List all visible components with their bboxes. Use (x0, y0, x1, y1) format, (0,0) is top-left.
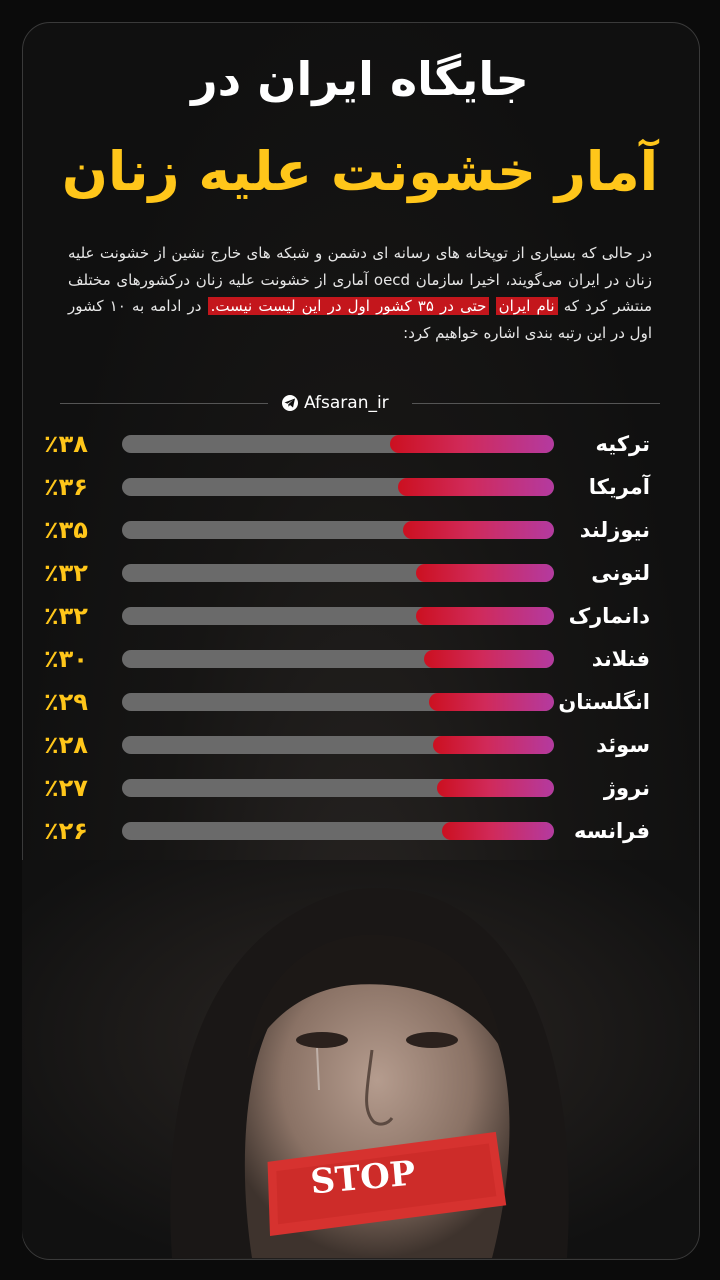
bar-row (0, 768, 720, 808)
title-line-1: جایگاه ایران در (191, 52, 529, 106)
intro-text-2: در ادامه به ۱۰ کشور اول در این رتبه بندی اشاره خواهیم کرد: (68, 297, 652, 342)
bar-value-label: ٪۳۲ (44, 559, 88, 587)
bar-row (0, 424, 720, 464)
intro-text-1: در حالی که بسیاری از توپخانه های رسانه ای دشمن و شبکه های خارج نشین از خشونت علیه زنان در ایران می‌گویند، اخیرا سازمان oecd آماری از خشونت علیه زنان درکشورهای مختلف منتشر کرد که (68, 244, 652, 315)
title-line-2: آمار خشونت علیه زنان (61, 140, 659, 203)
bar-category-label: انگلستان (558, 690, 650, 714)
intro-paragraph (68, 240, 652, 346)
source-handle-text: Afsaran_ir (304, 393, 389, 413)
bar-category-label: نروژ (603, 776, 650, 800)
bar-row (0, 467, 720, 507)
bar-track (122, 779, 554, 797)
bar-value-label: ٪۳۶ (44, 473, 88, 501)
bar-value-label: ٪۳۲ (44, 602, 88, 630)
bar-category-label: نیوزلند (579, 518, 650, 542)
source-handle[interactable] (282, 393, 412, 413)
bar-value-label: ٪۳۸ (44, 430, 88, 458)
bar-track (122, 693, 554, 711)
bar-value-label: ٪۳۰ (44, 645, 88, 673)
divider-line-right (412, 403, 660, 404)
bar-row (0, 596, 720, 636)
bar-category-label: فنلاند (591, 647, 650, 671)
divider-line-left (60, 403, 268, 404)
bar-row (0, 811, 720, 851)
bar-track (122, 435, 554, 453)
bar-track (122, 564, 554, 582)
bar-value-label: ٪۲۹ (44, 688, 88, 716)
bar-row (0, 510, 720, 550)
bar-category-label: فرانسه (573, 819, 650, 843)
bar-row (0, 682, 720, 722)
bar-value-label: ٪۳۵ (44, 516, 88, 544)
bar-category-label: ترکیه (595, 432, 650, 456)
bar-track (122, 607, 554, 625)
telegram-icon (282, 395, 298, 411)
intro-highlight: حتی در ۳۵ کشور اول در این لیست نیست. (208, 297, 490, 315)
source-divider (60, 393, 660, 413)
bar-track (122, 822, 554, 840)
bar-value-label: ٪۲۷ (44, 774, 88, 802)
bar-track (122, 521, 554, 539)
bar-track (122, 650, 554, 668)
bar-row (0, 639, 720, 679)
bar-value-label: ٪۲۶ (44, 817, 88, 845)
bar-category-label: دانمارک (568, 604, 650, 628)
intro-highlight-tail: نام ایران (496, 297, 558, 315)
bar-track (122, 736, 554, 754)
bar-row (0, 725, 720, 765)
bar-track (122, 478, 554, 496)
bar-category-label: لتونی (591, 561, 650, 585)
bar-category-label: سوئد (596, 733, 650, 757)
bar-category-label: آمریکا (588, 475, 650, 499)
bar-row (0, 553, 720, 593)
stop-tape-text: STOP (308, 1153, 418, 1203)
bar-value-label: ٪۲۸ (44, 731, 88, 759)
